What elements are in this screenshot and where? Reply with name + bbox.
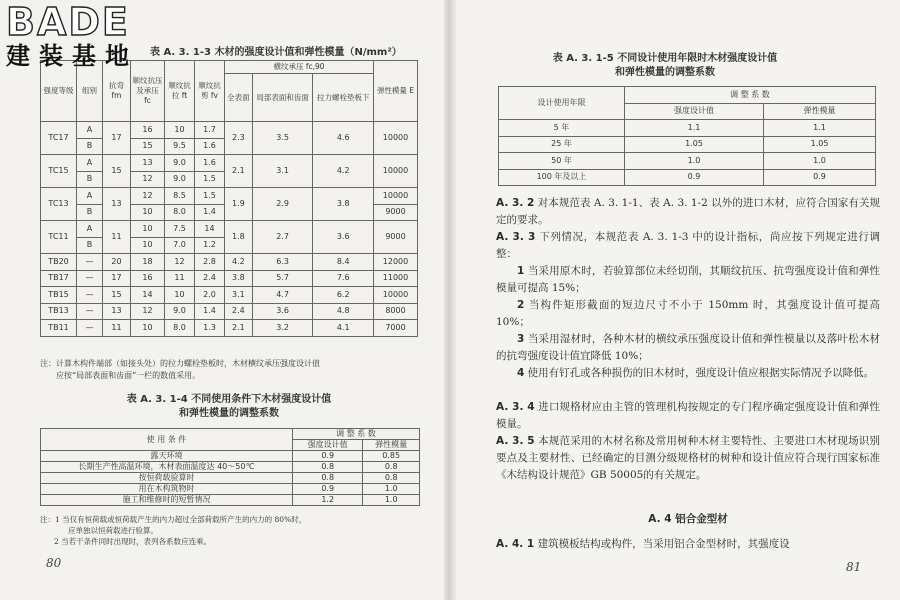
table-cell: B	[77, 138, 103, 155]
table-cell: 10	[131, 237, 165, 254]
table-row	[41, 495, 420, 506]
table-cell: 按恒荷载验算时	[41, 473, 293, 484]
table-cell: 9.0	[165, 171, 195, 188]
col-ft: 顺纹抗拉 ft	[165, 61, 195, 122]
table-cell: —	[77, 320, 103, 337]
col-group: 组别	[77, 61, 103, 122]
table-row	[41, 462, 420, 473]
table-row	[499, 169, 876, 186]
col-local: 局部表面和齿面	[252, 74, 313, 122]
clause-number: A. 3. 2	[496, 197, 535, 209]
clause-a34	[496, 399, 880, 433]
table-cell: 16	[131, 122, 165, 139]
table-cell: —	[77, 287, 103, 304]
table-cell: 2.0	[195, 287, 225, 304]
table-a315-title-line-2: 和弹性模量的调整系数	[615, 67, 715, 78]
clause-a33-item-3	[496, 331, 880, 365]
clause-a33-item-4	[496, 365, 880, 382]
table-cell: 2.1	[225, 155, 253, 188]
table-cell: TB17	[41, 270, 77, 287]
table-cell: 施工和维修时的短暂情况	[41, 495, 293, 506]
table-cell: 10000	[374, 122, 418, 155]
table-row	[41, 320, 418, 337]
table-cell: B	[77, 204, 103, 221]
table-cell: 1.6	[195, 138, 225, 155]
clause-number: A. 3. 3	[496, 231, 536, 243]
table-cell: 9000	[374, 221, 418, 254]
table-cell: 3.8	[313, 188, 374, 221]
table-a315-title	[500, 52, 830, 80]
table-cell: 4.2	[313, 155, 374, 188]
table-cell: 3.5	[252, 122, 313, 155]
table-cell: 12	[131, 303, 165, 320]
table-cell: 1.0	[363, 495, 420, 506]
table-cell: 0.9	[764, 169, 876, 186]
col-fc90: 横纹承压 fc,90	[225, 61, 374, 74]
col-modulus: 弹性模量	[764, 103, 876, 120]
table-cell: 1.7	[195, 122, 225, 139]
table-cell: 2.3	[225, 122, 253, 155]
table-cell: 20	[103, 254, 131, 271]
table-cell: 15	[103, 287, 131, 304]
col-factor: 调 整 系 数	[293, 429, 420, 440]
item-text: 当采用湿材时，各种木材的横纹承压强度设计值和弹性模量以及落叶松木材的抗弯强度设计值宜降低 10%；	[496, 333, 880, 362]
table-row	[41, 122, 418, 139]
table-cell: 9.0	[165, 303, 195, 320]
col-factor: 调 整 系 数	[625, 87, 876, 104]
col-period: 设计使用年限	[499, 87, 625, 120]
table-cell: 10	[165, 122, 195, 139]
table-cell: 5 年	[499, 120, 625, 137]
col-E: 弹性模量 E	[374, 61, 418, 122]
table-cell: 3.1	[252, 155, 313, 188]
table-cell: 0.9	[625, 169, 764, 186]
table-row	[41, 287, 418, 304]
clause-text: 本规范采用的木材名称及常用树种木材主要特性、主要进口木材现场识别要点及主要材性、已经确定的目测分级规格材的树种和设计值应符合现行国家标准《木结构设计规范》GB 50005的有关规定。	[496, 435, 880, 481]
table-cell: 1.05	[625, 136, 764, 153]
table-cell: 18	[131, 254, 165, 271]
table-cell: 4.2	[225, 254, 253, 271]
table-cell: 50 年	[499, 153, 625, 170]
page-number-left: 80	[46, 556, 62, 570]
table-cell: TB11	[41, 320, 77, 337]
table-a313-body	[41, 122, 418, 337]
item-number: 4	[517, 367, 525, 379]
table-a315	[498, 86, 876, 186]
col-strength: 强度设计值	[293, 440, 363, 451]
table-row	[41, 254, 418, 271]
clause-number: A. 4. 1	[496, 538, 535, 550]
table-cell: 2.4	[195, 270, 225, 287]
table-cell: 8000	[374, 303, 418, 320]
table-a314-title-line-1: 表 A. 3. 1-4 不同使用条件下木材强度设计值	[126, 394, 332, 405]
table-cell: 9.5	[165, 138, 195, 155]
table-cell: B	[77, 237, 103, 254]
table-cell: 6.3	[252, 254, 313, 271]
table-a315-title-line-1: 表 A. 3. 1-5 不同设计使用年限时木材强度设计值	[552, 53, 778, 64]
table-cell: 1.1	[625, 120, 764, 137]
table-cell: 13	[103, 303, 131, 320]
table-cell: 用在木构筑物时	[41, 484, 293, 495]
table-row	[41, 270, 418, 287]
table-cell: 1.4	[195, 204, 225, 221]
table-cell: 7.0	[165, 237, 195, 254]
table-cell: 17	[103, 270, 131, 287]
table-a314-note	[40, 514, 440, 547]
table-cell: 17	[103, 122, 131, 155]
item-text: 使用有钉孔或各种损伤的旧木材时，强度设计值应根据实际情况予以降低。	[527, 367, 875, 379]
table-cell: 11	[103, 320, 131, 337]
table-a314-body	[41, 451, 420, 506]
table-cell: 3.2	[252, 320, 313, 337]
clause-a41	[496, 536, 880, 553]
table-cell: 0.8	[293, 473, 363, 484]
col-bolt: 拉力螺栓垫板下	[313, 74, 374, 122]
table-cell: 15	[131, 138, 165, 155]
table-cell: A	[77, 122, 103, 139]
table-cell: TB13	[41, 303, 77, 320]
table-cell: 10000	[374, 155, 418, 188]
clause-text: 进口规格材应由主管的管理机构按规定的专门程序确定强度设计值和弹性模量。	[496, 401, 880, 430]
table-row	[41, 451, 420, 462]
note-line-2: 应单独以恒荷载进行验算。	[68, 526, 158, 535]
table-cell: 3.6	[252, 303, 313, 320]
logo-brand: BADE	[6, 0, 130, 44]
table-row	[41, 473, 420, 484]
col-strength: 强度设计值	[625, 103, 764, 120]
table-cell: TB20	[41, 254, 77, 271]
table-cell: 2.9	[252, 188, 313, 221]
table-cell: 2.7	[252, 221, 313, 254]
table-cell: 1.8	[225, 221, 253, 254]
table-row	[41, 303, 418, 320]
table-cell: 10	[131, 204, 165, 221]
table-cell: A	[77, 188, 103, 205]
item-number: 2	[517, 299, 525, 311]
table-cell: 14	[131, 287, 165, 304]
table-cell: 1.9	[225, 188, 253, 221]
table-cell: 1.0	[625, 153, 764, 170]
table-cell: 8.0	[165, 204, 195, 221]
table-cell: 10	[131, 221, 165, 238]
table-cell: 7000	[374, 320, 418, 337]
table-cell: 14	[195, 221, 225, 238]
table-cell: TC15	[41, 155, 77, 188]
table-cell: 1.0	[363, 484, 420, 495]
logo-subtitle: 建装基地	[6, 42, 138, 70]
table-cell: 10	[165, 287, 195, 304]
table-cell: 1.5	[195, 171, 225, 188]
table-cell: 13	[103, 188, 131, 221]
table-cell: 1.6	[195, 155, 225, 172]
item-number: 1	[517, 265, 525, 277]
table-cell: 3.6	[313, 221, 374, 254]
clause-text: 建筑模板结构或构件，当采用铝合金型材时，其强度设	[537, 538, 790, 550]
col-condition: 使 用 条 件	[41, 429, 293, 451]
table-cell: 16	[131, 270, 165, 287]
note-line-1: 注：计算木构件端部（如接头处）的拉力螺栓垫板时，木材横纹承压强度设计值	[40, 359, 320, 368]
table-row	[499, 120, 876, 137]
table-cell: 7.6	[313, 270, 374, 287]
table-cell: 8.4	[313, 254, 374, 271]
table-cell: 12	[131, 171, 165, 188]
col-fv: 顺纹抗剪 fv	[195, 61, 225, 122]
table-cell: 0.9	[293, 451, 363, 462]
table-cell: 1.1	[764, 120, 876, 137]
table-cell: TC11	[41, 221, 77, 254]
table-cell: —	[77, 303, 103, 320]
table-cell: 1.2	[195, 237, 225, 254]
table-cell: 10000	[374, 287, 418, 304]
table-cell: B	[77, 171, 103, 188]
table-cell: 1.2	[293, 495, 363, 506]
clause-a33	[496, 229, 880, 263]
table-cell: 0.8	[363, 473, 420, 484]
table-cell: 11000	[374, 270, 418, 287]
table-cell: 2.1	[225, 320, 253, 337]
table-cell: TC17	[41, 122, 77, 155]
item-text: 当采用原木时，若验算部位未经切削，其顺纹抗压、抗弯强度设计值和弹性模量可提高 15%；	[496, 265, 880, 294]
table-cell: 10000	[374, 188, 418, 205]
table-cell: 1.05	[764, 136, 876, 153]
table-cell: 3.8	[225, 270, 253, 287]
table-cell: 100 年及以上	[499, 169, 625, 186]
bade-logo	[6, 2, 176, 72]
table-cell: 12	[165, 254, 195, 271]
table-cell: 露天环境	[41, 451, 293, 462]
table-cell: A	[77, 221, 103, 238]
table-cell: 2.4	[225, 303, 253, 320]
table-cell: 13	[131, 155, 165, 172]
table-row	[41, 221, 418, 238]
table-cell: 11	[165, 270, 195, 287]
clause-a35	[496, 433, 880, 484]
table-cell: 0.8	[293, 462, 363, 473]
clause-number: A. 3. 5	[496, 435, 535, 447]
table-cell: —	[77, 270, 103, 287]
table-a314-title-line-2: 和弹性模量的调整系数	[179, 408, 279, 419]
section-a4-heading: A. 4 铝合金型材	[648, 513, 728, 525]
item-number: 3	[517, 333, 525, 345]
table-row	[499, 153, 876, 170]
table-cell: 4.8	[313, 303, 374, 320]
item-text: 当构件矩形截面的短边尺寸不小于 150mm 时，其强度设计值可提高 10%；	[496, 299, 880, 328]
table-cell: 1.5	[195, 188, 225, 205]
table-cell: 4.1	[313, 320, 374, 337]
clause-text: 下列情况，本规范表 A. 3. 1-3 中的设计指标，尚应按下列规定进行调整：	[496, 231, 881, 260]
clause-a33-item-1	[496, 263, 880, 297]
table-cell: 1.4	[195, 303, 225, 320]
table-cell: 15	[103, 155, 131, 188]
table-row	[41, 155, 418, 172]
clause-text: 对本规范表 A. 3. 1-1、表 A. 3. 1-2 以外的进口木材，应符合国家有关规定的要求。	[496, 197, 880, 226]
table-cell: 9.0	[165, 155, 195, 172]
table-row	[499, 136, 876, 153]
table-cell: 5.7	[252, 270, 313, 287]
table-cell: TC13	[41, 188, 77, 221]
table-cell: 0.9	[293, 484, 363, 495]
table-cell: 2.8	[195, 254, 225, 271]
table-cell: 25 年	[499, 136, 625, 153]
table-cell: 1.0	[764, 153, 876, 170]
table-a314	[40, 428, 420, 506]
col-modulus: 弹性模量	[363, 440, 420, 451]
table-cell: 长期生产性高温环境，木材表面温度达 40～50℃	[41, 462, 293, 473]
table-a314-title	[40, 393, 418, 421]
col-whole: 全表面	[225, 74, 253, 122]
note-line-2: 应按“局部表面和齿面”一栏的数值采用。	[56, 371, 201, 380]
table-cell: 10	[131, 320, 165, 337]
note-line-1: 注：1 当仅有恒荷载或恒荷载产生的内力超过全部荷载所产生的内力的 80%时，	[40, 515, 307, 524]
col-fc: 顺纹抗压及承压 fc	[131, 61, 165, 122]
table-cell: 4.6	[313, 122, 374, 155]
table-a313-title: 表 A. 3. 1-3 木材的强度设计值和弹性模量（N/mm²）	[150, 47, 402, 58]
clause-number: A. 3. 4	[496, 401, 535, 413]
table-cell: 4.7	[252, 287, 313, 304]
col-grade: 强度等级	[41, 61, 77, 122]
table-cell: 8.5	[165, 188, 195, 205]
table-cell: 12	[131, 188, 165, 205]
table-a315-body	[499, 120, 876, 186]
table-row	[41, 484, 420, 495]
table-cell: A	[77, 155, 103, 172]
table-cell: 1.3	[195, 320, 225, 337]
table-cell: 0.8	[363, 462, 420, 473]
table-cell: —	[77, 254, 103, 271]
table-cell: 11	[103, 221, 131, 254]
table-cell: 0.85	[363, 451, 420, 462]
clause-a33-item-2	[496, 297, 880, 331]
table-cell: 12000	[374, 254, 418, 271]
table-cell: 8.0	[165, 320, 195, 337]
table-cell: 6.2	[313, 287, 374, 304]
table-cell: 3.1	[225, 287, 253, 304]
table-row	[41, 188, 418, 205]
page-number-right: 81	[846, 560, 862, 574]
col-fm: 抗弯 fm	[103, 61, 131, 122]
table-cell: TB15	[41, 287, 77, 304]
table-cell: 7.5	[165, 221, 195, 238]
clause-a32	[496, 195, 880, 229]
note-line-3: 2 当若干条件同时出现时，表列各系数应连乘。	[54, 537, 212, 546]
table-a313	[40, 60, 418, 337]
table-a313-note	[40, 358, 430, 382]
book-gutter	[444, 0, 456, 600]
table-cell: 9000	[374, 204, 418, 221]
